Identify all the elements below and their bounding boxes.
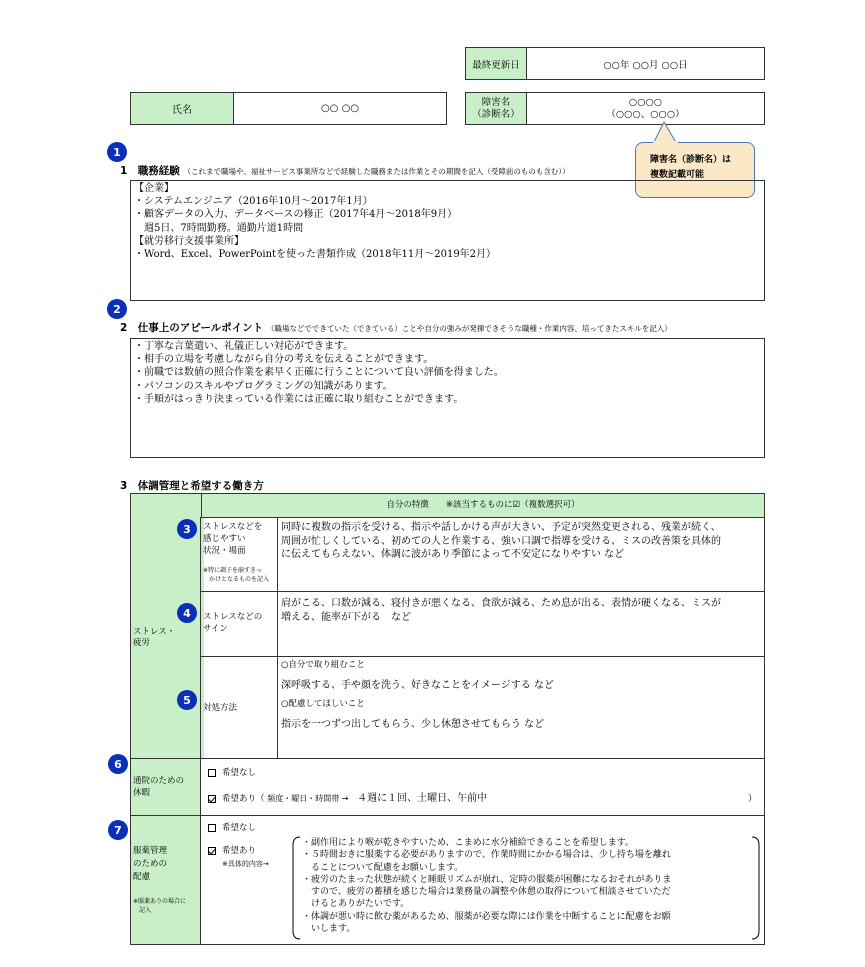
- row4-close-paren: ）: [748, 794, 758, 804]
- row1-label-line1: ストレスなどを: [203, 522, 263, 532]
- row4-label: [133, 775, 184, 799]
- row4-option-none-label: 希望なし: [222, 768, 257, 778]
- row5-note-line1: ※服薬ありの場合に: [133, 898, 187, 905]
- section2-line: ・パソコンのスキルやプログラミングの知識があります。: [134, 380, 393, 392]
- row5-line: ・体調が悪い時に飲む薬があるため、服薬が必要な際には作業を中断することに配慮をお願: [302, 911, 671, 922]
- section2-lines: [134, 340, 504, 406]
- row5-line: すので、疲労の蓄積を感じた場合は業務量の調整や休憩の取得について相談させていただ: [302, 887, 671, 898]
- disability-value-line2: （○○○、○○○）: [606, 108, 685, 120]
- row4-badge: 6: [108, 754, 128, 774]
- disability-label-line2: （診断名）: [472, 108, 520, 120]
- section2-line: ・相手の立場を考慮しながら自分の考えを伝えることができます。: [134, 354, 434, 366]
- row5-option-yes-label: 希望あり: [222, 846, 257, 856]
- section2-badge: 2: [107, 299, 127, 319]
- section1-lines: [134, 182, 496, 261]
- row2-label: [203, 611, 262, 635]
- callout-pointer-cover: [653, 141, 678, 144]
- row1-line: に伝えてもらえない、体調に波があり季節によって不安定になりやすい など: [281, 549, 625, 560]
- row5-line: ・副作用により喉が乾きやすいため、こまめに水分補給できることを希望します。: [302, 838, 634, 848]
- row5-note: [133, 897, 186, 915]
- row5-label-line1: 服薬管理: [133, 846, 168, 856]
- section1-line: ・Word、Excel、PowerPointを使った書類作成（2018年11月～2019年2月）: [134, 249, 497, 261]
- row1-line: 同時に複数の指示を受ける、指示や話しかける声が大きい、予定が突然変更される、残業が続く、: [281, 522, 721, 533]
- row1-note-line1: ※特に調子を崩すきっ: [203, 567, 263, 574]
- section1-line: 【就労移行支援事業所】: [134, 235, 244, 247]
- callout-line1: 障害名（診断名）は: [650, 155, 732, 165]
- row5-option-none[interactable]: [208, 823, 256, 834]
- row4-label-line1: 通院のための: [133, 776, 185, 786]
- last-updated-box: [465, 47, 765, 80]
- row5-badge: 7: [108, 820, 128, 840]
- section3-header: 自分の特徴 ※該当するものに☑（複数選択可）: [201, 494, 764, 518]
- disability-label: [466, 93, 527, 124]
- row1-text: [281, 521, 721, 562]
- section1-line: ・顧客データの入力、データベースの修正（2017年4月～2018年9月）: [134, 209, 458, 221]
- callout-line2: 複数記載可能: [650, 170, 705, 180]
- row2-text: [281, 597, 721, 624]
- row3-label: 対処方法: [203, 703, 238, 713]
- row5-note-line2: 記入: [139, 907, 152, 914]
- section2-line: ・手順がはっきり決まっている作業には正確に取り組むことができます。: [134, 393, 464, 405]
- row4-checkbox-yes[interactable]: [208, 795, 216, 803]
- row5-label: [133, 845, 167, 884]
- row5-option-note: ※具体的内容→: [222, 860, 269, 868]
- row2-line: 増える、能率が下がる など: [281, 611, 411, 623]
- section1-line: ・システムエンジニア（2016年10月～2017年1月）: [134, 196, 373, 208]
- row3-sub1: ○自分で取り組むこと: [281, 660, 365, 670]
- row5-label-line2: のための: [133, 859, 168, 869]
- row4-checkbox-none[interactable]: [208, 769, 216, 777]
- row3-badge: 5: [177, 690, 197, 710]
- stress-label-line1: ストレス・: [133, 627, 176, 637]
- section2-note: （職場などでできていた（できている）ことや自分の強みが発揮できそうな職種・作業内容、培ってきたスキルを記入）: [266, 324, 672, 333]
- name-value: ○○ ○○: [320, 103, 360, 114]
- row1-label-line3: 状況・場面: [203, 546, 246, 556]
- row4-option-none[interactable]: [208, 768, 256, 779]
- row1-note: [203, 566, 269, 584]
- row1-note-line2: かけとなるものを記入: [209, 576, 270, 583]
- last-updated-label: 最終更新日: [466, 48, 527, 79]
- section1-badge: 1: [107, 142, 127, 162]
- disability-box: [465, 92, 765, 125]
- row5-option-yes[interactable]: [208, 846, 256, 857]
- section2-content-box: [130, 338, 765, 458]
- col-divider-2: [277, 517, 278, 758]
- section2-title: [120, 320, 672, 335]
- row-divider-3: [130, 758, 765, 759]
- row4-option-yes-note: 頻度・曜日・時間帯 →: [267, 794, 349, 803]
- col-divider-1: [200, 517, 201, 945]
- section1-note: （これまで職場や、福祉サービス事業所などで経験した職務または作業とその期間を記入（受障前のものも含む））: [183, 167, 570, 176]
- row-divider-1: [200, 591, 765, 592]
- row2-badge: 4: [177, 603, 197, 623]
- row1-label: [203, 521, 262, 557]
- row4-option-yes[interactable]: [208, 793, 487, 805]
- stress-label-line2: 疲労: [133, 638, 151, 648]
- row5-line: けるとありがたいです。: [302, 899, 410, 910]
- row1-label-line2: 感じやすい: [203, 534, 246, 544]
- row4-label-line2: 休暇: [133, 788, 151, 798]
- row1-line: 周囲が忙しくしている、初めての人と作業する、強い口調で指導を受ける、ミスの改善策を具体的: [281, 535, 721, 547]
- row-divider-4: [130, 815, 765, 816]
- section1-title-text: 1 職務経験: [120, 165, 180, 177]
- section1-content-box: [130, 180, 765, 301]
- row5-line: いします。: [302, 924, 356, 935]
- row5-checkbox-yes[interactable]: [208, 847, 216, 855]
- name-box: [130, 92, 447, 125]
- row5-line: ・５時間おきに服薬する必要がありますので、作業時間にかかる場合は、少し持ち場を離れ: [302, 850, 671, 861]
- disability-value-line1: ○○○○: [628, 96, 663, 108]
- disability-label-line1: 障害名: [481, 96, 511, 108]
- row5-line: ることについて配慮をお願いします。: [302, 862, 464, 873]
- row2-line: 肩がこる、口数が減る、寝付きが悪くなる、食欲が減る、ため息が出る、表情が硬くなる、ミスが: [281, 598, 721, 609]
- row5-option-none-label: 希望なし: [222, 823, 257, 833]
- row5-line: ・疲労のたまった状態が続くと睡眠リズムが崩れ、定時の服薬が困難になるおそれがありま: [302, 874, 672, 885]
- section2-title-text: 2 仕事上のアピールポイント: [120, 322, 264, 334]
- stress-label: [133, 627, 175, 649]
- section1-title: [120, 163, 570, 178]
- row3-text2: 指示を一つずつ出してもらう、少し休憩させてもらう など: [281, 719, 545, 730]
- last-updated-value: ○○年 ○○月 ○○日: [603, 59, 688, 71]
- row5-label-line3: 配慮: [133, 872, 151, 882]
- row4-option-yes-label: 希望あり（: [222, 794, 265, 804]
- section1-line: 週5日、7時間勤務。通勤片道1時間: [134, 222, 304, 234]
- row1-badge: 3: [177, 519, 197, 539]
- row5-checkbox-none[interactable]: [208, 824, 216, 832]
- section1-line: 【企業】: [134, 183, 174, 194]
- section2-line: ・前職では数値の照合作業を素早く正確に行うことについて良い評価を得ました。: [134, 367, 504, 379]
- row5-text: [302, 837, 671, 935]
- row3-sub2: ○配慮してほしいこと: [281, 699, 365, 709]
- row2-label-line2: サイン: [203, 624, 228, 634]
- section3-title: 3 体調管理と希望する働き方: [120, 480, 264, 492]
- name-label: 氏名: [131, 93, 234, 124]
- row2-label-line1: ストレスなどの: [203, 612, 263, 622]
- row-divider-2: [200, 656, 765, 657]
- row3-text1: 深呼吸する、手や顔を洗う、好きなことをイメージする など: [281, 680, 554, 691]
- row4-option-yes-value: ４週に１回、土曜日、午前中: [357, 793, 488, 804]
- section2-line: ・丁寧な言葉遣い、礼儀正しい対応ができます。: [134, 341, 354, 352]
